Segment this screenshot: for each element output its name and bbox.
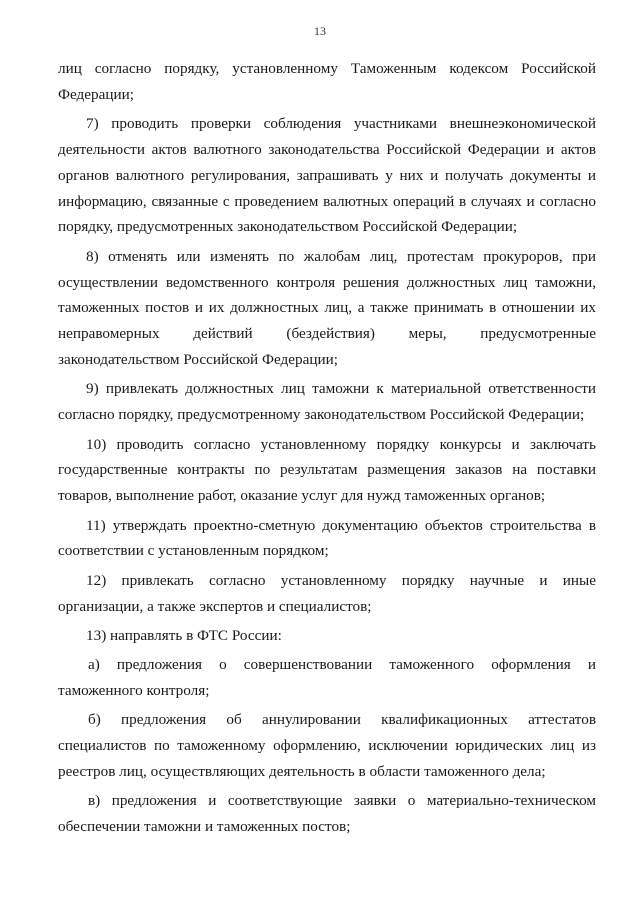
list-item-7: 7) проводить проверки соблюдения участниками внешнеэкономической деятельности актов валютного законодательства Российской Федерации и актов органов валютного регулирования, запрашивать у них и получать документы и информацию, связанные с проведением валютных операций в случаях и согласно порядку, предусмотренных законодательством Российской Федерации;	[58, 115, 596, 236]
page-number: 13	[314, 24, 326, 38]
list-item-9: 9) привлекать должностных лиц таможни к материальной ответственности согласно порядку, предусмотренному законодательством Российской Федерации;	[58, 380, 596, 424]
sub-item-b: б) предложения об аннулировании квалификационных аттестатов специалистов по таможенному оформлению, исключении юридических лиц из реестров лиц, осуществляющих деятельность в области таможенного дела;	[58, 711, 596, 781]
list-item-10: 10) проводить согласно установленному порядку конкурсы и заключать государственные контракты по результатам размещения заказов на поставки товаров, выполнение работ, оказание услуг для нужд таможенных органов;	[58, 435, 596, 505]
sub-item-v: в) предложения и соответствующие заявки о материально-техническом обеспечении таможни и таможенных постов;	[58, 792, 596, 836]
list-item-8: 8) отменять или изменять по жалобам лиц, протестам прокуроров, при осуществлении ведомственного контроля решения должностных лиц таможни, таможенных постов и их должностных лиц, а также принимать в отношении их неправомерных действий (бездействия) меры, предусмотренные законодательством Российской Федерации;	[58, 247, 596, 368]
paragraph-continuation: лиц согласно порядку, установленному Таможенным кодексом Российской Федерации;	[58, 60, 596, 103]
list-item-11: 11) утверждать проектно-сметную документацию объектов строительства в соответствии с установленным порядком;	[58, 516, 596, 560]
document-body	[58, 56, 596, 844]
list-item-12: 12) привлекать согласно установленному порядку научные и иные организации, а также экспертов и специалистов;	[58, 571, 596, 615]
list-item-13: 13) направлять в ФТС России:	[86, 626, 282, 644]
sub-item-a: а) предложения о совершенствовании таможенного оформления и таможенного контроля;	[58, 656, 596, 700]
